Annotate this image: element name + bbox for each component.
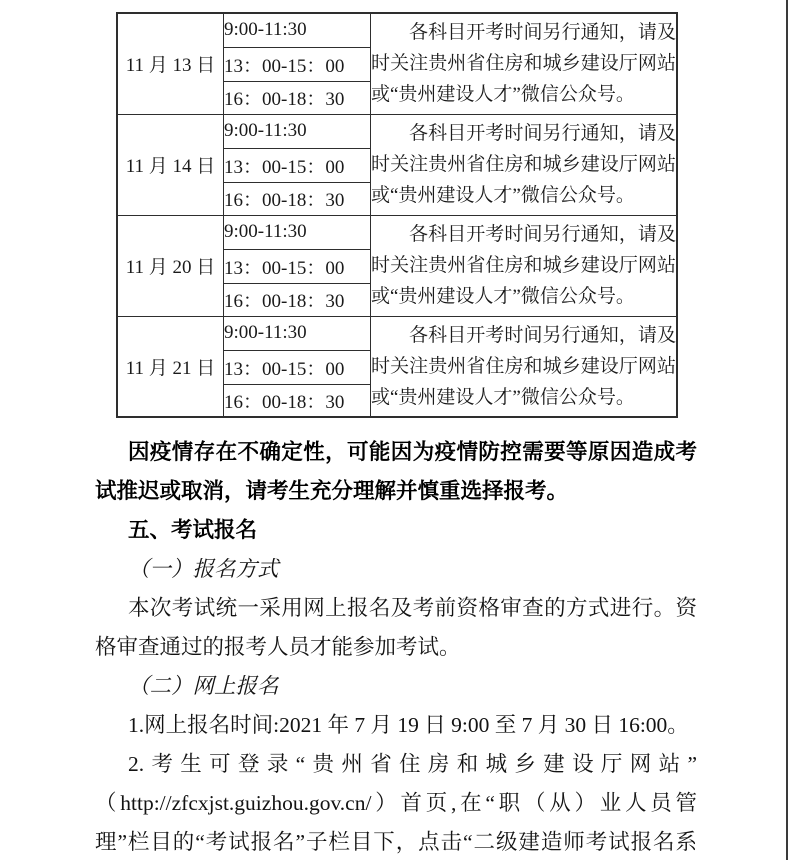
exam-date-cell: 11 月 21 日 [117, 316, 224, 417]
exam-note-cell: 各科目开考时间另行通知，请及时关注贵州省住房和城乡建设厅网站或“贵州建设人才”微信公众号。 [371, 13, 678, 114]
online-registration-time: 1.网上报名时间:2021 年 7 月 19 日 9:00 至 7 月 30 日 16:00。 [128, 713, 689, 737]
exam-date-cell: 11 月 14 日 [117, 114, 224, 215]
document-body [95, 433, 697, 860]
subsection-2-heading: （二）网上报名 [128, 674, 279, 698]
exam-session-cell: 13：00-15：00 [224, 249, 371, 283]
exam-note-cell: 各科目开考时间另行通知，请及时关注贵州省住房和城乡建设厅网站或“贵州建设人才”微信公众号。 [371, 215, 678, 316]
subsection-1-heading: （一）报名方式 [128, 557, 279, 581]
exam-session-cell: 9:00-11:30 [224, 114, 371, 148]
exam-date-cell: 11 月 13 日 [117, 13, 224, 114]
exam-note-cell: 各科目开考时间另行通知，请及时关注贵州省住房和城乡建设厅网站或“贵州建设人才”微信公众号。 [371, 114, 678, 215]
exam-note-cell: 各科目开考时间另行通知，请及时关注贵州省住房和城乡建设厅网站或“贵州建设人才”微信公众号。 [371, 316, 678, 417]
covid-uncertainty-line-2: 试推迟或取消，请考生充分理解并慎重选择报考。 [95, 479, 569, 503]
registration-method-line-2: 格审查通过的报考人员才能参加考试。 [95, 635, 461, 659]
exam-session-cell: 13：00-15：00 [224, 148, 371, 182]
exam-session-cell: 9:00-11:30 [224, 316, 371, 350]
exam-session-cell: 16：00-18：30 [224, 182, 371, 215]
section-5-heading: 五、考试报名 [128, 518, 258, 542]
exam-date-cell: 11 月 20 日 [117, 215, 224, 316]
login-instruction-line-2: （http://zfcxjst.guizhou.gov.cn/）首页,在“职（从）业人员管 [95, 791, 697, 815]
page-edge-line [786, 0, 788, 860]
registration-method-line-1: 本次考试统一采用网上报名及考前资格审查的方式进行。资 [128, 596, 697, 620]
exam-session-cell: 13：00-15：00 [224, 47, 371, 81]
exam-schedule-table [116, 12, 678, 418]
covid-uncertainty-line-1: 因疫情存在不确定性，可能因为疫情防控需要等原因造成考 [128, 440, 697, 464]
exam-session-cell: 16：00-18：30 [224, 81, 371, 114]
exam-session-cell: 13：00-15：00 [224, 350, 371, 384]
login-instruction-line-1: 2.考生可登录“贵州省住房和城乡建设厅网站” [128, 752, 697, 776]
login-instruction-line-3: 理”栏目的“考试报名”子栏目下，点击“二级建造师考试报名系 [95, 830, 697, 854]
exam-session-cell: 9:00-11:30 [224, 13, 371, 47]
exam-session-cell: 16：00-18：30 [224, 384, 371, 417]
exam-session-cell: 9:00-11:30 [224, 215, 371, 249]
exam-session-cell: 16：00-18：30 [224, 283, 371, 316]
